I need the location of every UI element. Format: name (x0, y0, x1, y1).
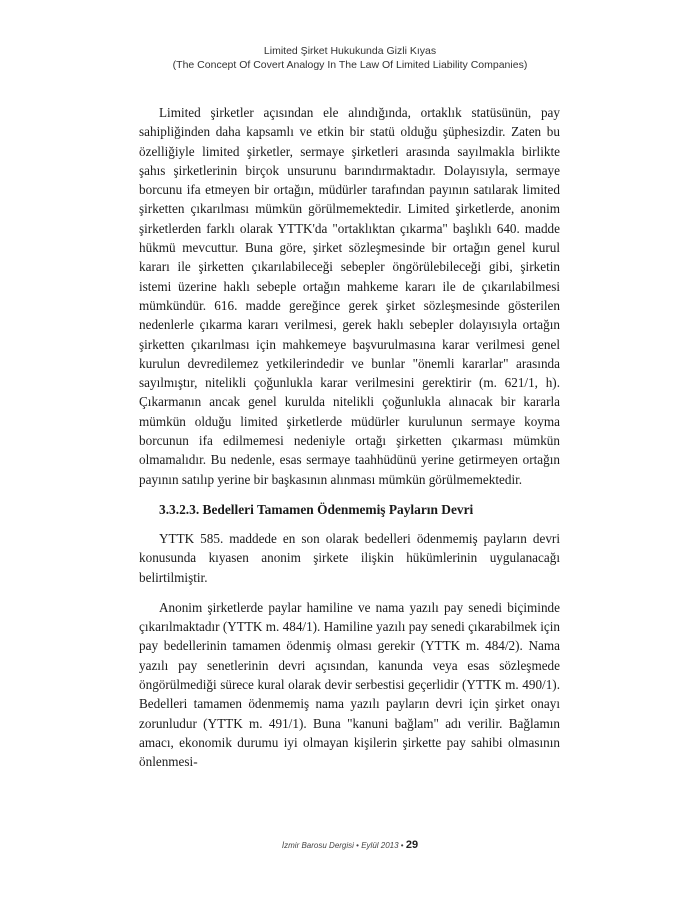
paragraph-1: Limited şirketler açısından ele alındığında, ortaklık statüsünün, pay sahipliğinden daha kapsamlı ve etkin bir statü olduğu şüphesizdir. Zaten bu özelliğiyle limited şirketler, sermaye şirketleri arasında sayılmakla birlikte şahıs şirketlerinin birçok unsurunu barındırmaktadır. Dolayısıyla, sermaye borcunu ifa etmeyen bir ortağın, müdürler tarafından payının satılarak limited şirketten çıkarılması mümkün görülmemektedir. Limited şirketlerde, anonim şirketlerden farklı olarak YTTK'da "ortaklıktan çıkarma" başlıklı 640. madde hükmü mevcuttur. Buna göre, şirket sözleşmesinde bir ortağın genel kurul kararı ile şirketten çıkarılabileceği sebepler öngörülebileceği gibi, şirketin istemi üzerine haklı sebeple ortağın mahkeme kararı ile de çıkarılabilmesi mümkündür. 616. madde gereğince gerek şirket sözleşmesinde gösterilen nedenlerle çıkarma kararı verilmesi, gerek haklı sebepler dolayısıyla ortağın şirketten çıkarılması için mahkemeye başvurulmasına karar verilmesi genel kurulun devredilemez yetkilerindedir ve bunlar "önemli kararlar" arasında sayılmıştır, nitelikli çoğunlukla karar verilmesini gerektirir (m. 621/1, h). Çıkarmanın ancak genel kurulda nitelikli çoğunlukla alınacak bir kararla mümkün olduğu limited şirketlerde müdürler kurulunun sermaye koyma borcunun ifa edilmemesi nedeniyle ortağı şirketten çıkarması mümkün olmamalıdır. Bu nedenle, esas sermaye taahhüdünü yerine getirmeyen ortağın payının satılıp yerine bir başkasının alınması mümkün görülmemektedir. (139, 105, 560, 487)
page-number: 29 (405, 839, 419, 851)
section-heading: 3.3.2.3. Bedelleri Tamamen Ödenmemiş Payların Devri (159, 501, 474, 517)
body-text (139, 103, 560, 783)
footer-journal: İzmir Barosu Dergisi (281, 841, 354, 850)
footer-separator: • (400, 841, 406, 850)
header-title-en: (The Concept Of Covert Analogy In The Law Of Limited Liability Companies) (172, 59, 528, 71)
footer-separator: • (356, 841, 362, 850)
footer-date: Eylül 2013 (361, 841, 399, 850)
header-title-tr: Limited Şirket Hukukunda Gizli Kıyas (263, 45, 437, 57)
running-header (0, 44, 700, 72)
page-footer (0, 839, 700, 851)
paragraph-2: YTTK 585. maddede en son olarak bedelleri ödenmemiş payların devri konusunda kıyasen anonim şirkete ilişkin hükümlerinin uygulanacağı belirtilmiştir. (139, 530, 560, 585)
paragraph-3: Anonim şirketlerde paylar hamiline ve nama yazılı pay senedi biçiminde çıkarılmaktadır (YTTK m. 484/1). Hamiline yazılı pay senedi çıkarabilmek için pay bedellerinin tamamen ödenmiş olması gerekir (YTTK m. 484/2). Nama yazılı pay senetlerinin devri açısından, kanunda veya esas sözleşmede öngörülmediği sürece kural olarak devir serbestisi geçerlidir (YTTK m. 490/1). Bedelleri tamamen ödenmemiş nama yazılı payların devri için şirket onayı zorunludur (YTTK m. 491/1). Buna "kanuni bağlam" adı verilir. Bağlamın amacı, ekonomik durumu iyi olmayan kişilerin şirkette pay sahibi olmasının önlenmesi- (139, 599, 560, 770)
